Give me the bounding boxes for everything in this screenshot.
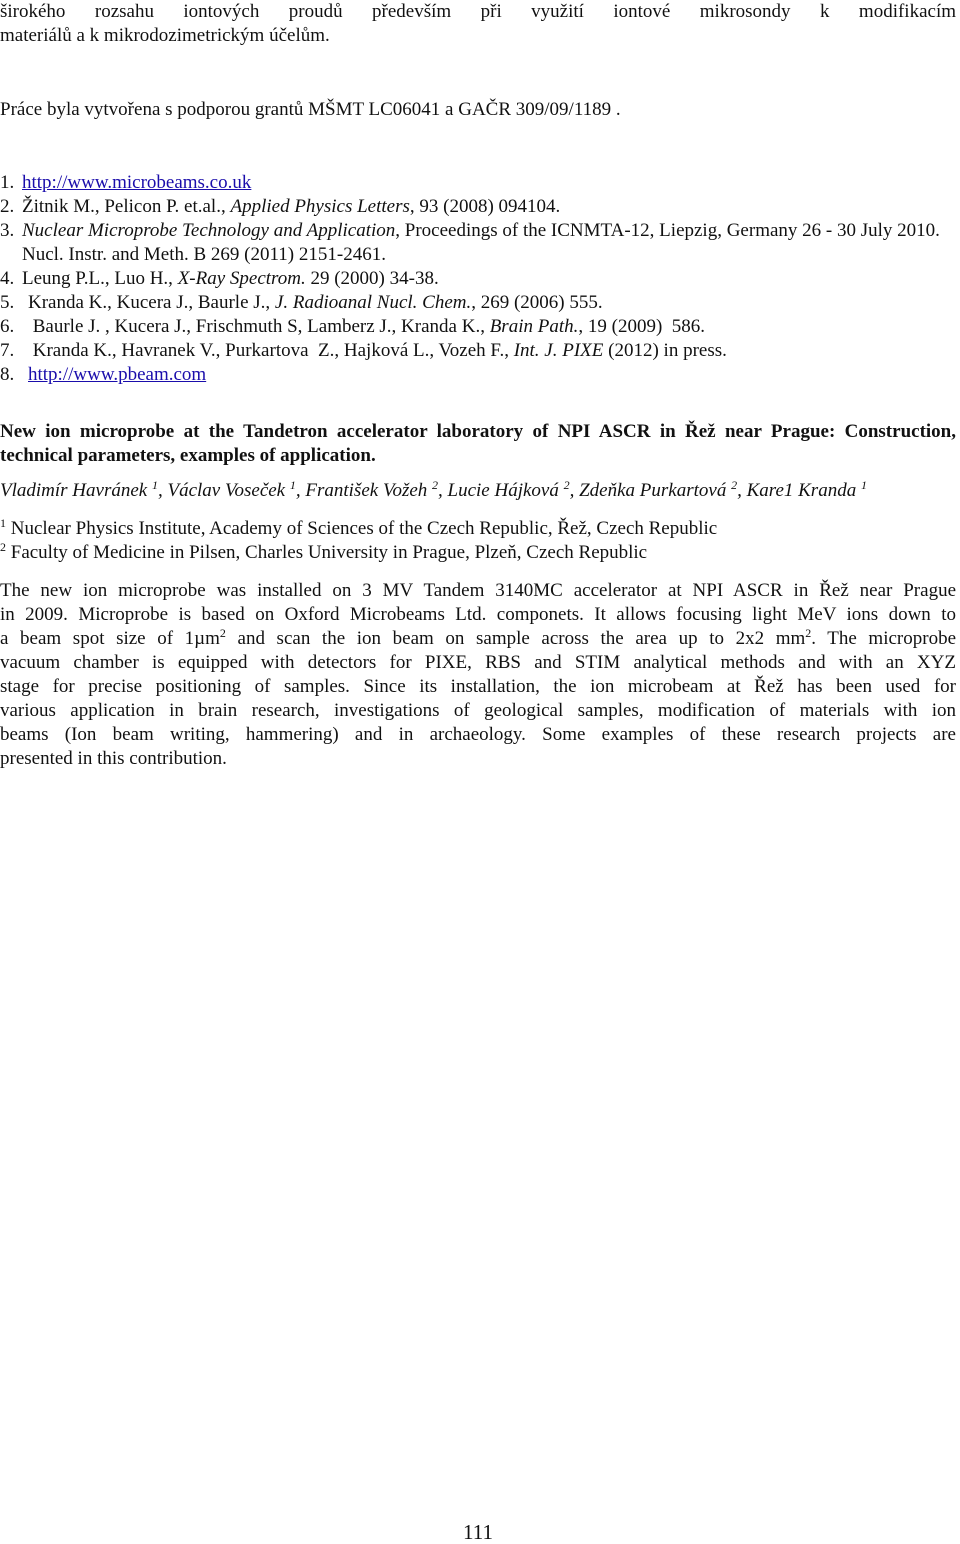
reference-authors: Kranda K., Havranek V., Purkartova Z., Hajková L., Vozeh F., [28,340,514,361]
article-title: New ion microprobe at the Tandetron accelerator laboratory of NPI ASCR in Řež near Prague: Construction, technical parameters, examples of application. [0,421,956,466]
affiliation-2 [0,541,647,565]
reference-item [0,339,958,363]
reference-authors: Baurle J. , Kucera J., Frischmuth S, Lamberz J., Kranda K., [28,316,490,337]
reference-number: 4. [0,268,15,289]
reference-number: 3. [0,220,15,241]
reference-number: 1. [0,172,15,193]
reference-item [0,195,958,219]
reference-number: 6. [0,316,15,337]
author-affiliation-mark: 2 [432,478,439,492]
reference-details: (2012) in press. [603,340,727,361]
author-name: Lucie Hájková [447,480,559,501]
abstract-line: in 2009. Microprobe is based on Oxford Microbeams Ltd. componets. It allows focusing light MeV ions down to [0,604,956,625]
reference-item [0,291,958,315]
superscript: 2 [805,626,812,640]
superscript: 2 [219,626,226,640]
reference-item [0,171,958,195]
abstract-paragraph [0,579,956,771]
reference-link[interactable]: http://www.microbeams.co.uk [22,172,252,193]
abstract-line [0,627,956,651]
reference-authors: Žitnik M., Pelicon P. et.al., [22,196,231,217]
author-name: František Vožeh [305,480,428,501]
reference-number: 7. [0,340,15,361]
abstract-line: various application in brain research, investigations of geological samples, modification of materials with ion [0,700,956,721]
reference-list [0,171,958,387]
reference-details: 29 (2000) 34-38. [305,268,439,289]
reference-item [0,267,958,291]
reference-details: , 269 (2006) 555. [471,292,603,313]
reference-journal: J. Radioanal Nucl. Chem. [274,292,472,313]
reference-journal: X-Ray Spectrom. [177,268,306,289]
abstract-line: presented in this contribution. [0,748,227,769]
affiliation-number: 2 [0,540,6,554]
reference-link[interactable]: http://www.pbeam.com [28,364,207,385]
author-name: Kare1 Kranda [746,480,857,501]
affiliation-text: Faculty of Medicine in Pilsen, Charles University in Prague, Plzeň, Czech Republic [10,542,648,563]
reference-journal: Nuclear Microprobe Technology and Application [22,220,396,241]
reference-item [0,315,958,339]
reference-number: 5. [0,292,15,313]
reference-authors: Kranda K., Kucera J., Baurle J., [28,292,275,313]
reference-authors: Leung P.L., Luo H., [22,268,178,289]
author-name: Vladimír Havránek [0,480,148,501]
author-affiliation-mark: 1 [151,478,158,492]
reference-journal: Brain Path. [489,316,579,337]
author-affiliation-mark: 2 [731,478,738,492]
author-affiliation-mark: 1 [289,478,296,492]
author-list: Vladimír Havránek $^1$, Václav Voseček $^1$, František Vožeh $^2$, Lucie Hájková $^2$, Zdeňka Purkartová $^2$, Kare1 Kranda $^1$ [0,478,867,501]
grant-acknowledgement: Práce byla vytvořena s podporou grantů MŠMT LC06041 a GAČR 309/09/1189 . [0,99,621,120]
affiliation-text: Nuclear Physics Institute, Academy of Sciences of the Czech Republic, Řež, Czech Republic [10,518,718,539]
top-paragraph-line-1: širokého rozsahu iontových proudů především při využití iontové mikrosondy k modifikacím [0,1,956,22]
page-number: 111 [463,1520,493,1544]
author-name: Václav Voseček [167,480,286,501]
reference-journal: Applied Physics Letters [230,196,410,217]
reference-details: , 93 (2008) 094104. [409,196,561,217]
abstract-line: stage for precise positioning of samples. Since its installation, the ion microbeam at Řež has been used for [0,676,956,697]
reference-details: , 19 (2009) 586. [578,316,706,337]
abstract-text: . The microprobe [811,628,957,649]
reference-journal: Int. J. PIXE [513,340,604,361]
author-affiliation-mark: 1 [860,478,867,492]
author-affiliation-mark: 2 [563,478,570,492]
top-paragraph-line-2: materiálů a k mikrodozimetrickým účelům. [0,25,330,46]
top-paragraph [0,0,956,48]
abstract-text: a beam spot size of 1µm [0,628,220,649]
abstract-line: The new ion microprobe was installed on 3 MV Tandem 3140MC accelerator at NPI ASCR in Řež near Prague [0,580,956,601]
reference-item [0,363,958,387]
reference-number: 8. [0,364,15,385]
abstract-line: vacuum chamber is equipped with detectors for PIXE, RBS and STIM analytical methods and with an XYZ [0,652,956,673]
reference-number: 2. [0,196,15,217]
affiliation-number: 1 [0,516,6,530]
affiliation-1 [0,517,717,541]
abstract-line: beams (Ion beam writing, hammering) and in archaeology. Some examples of these research projects are [0,724,956,745]
author-name: Zdeňka Purkartová [579,480,727,501]
reference-item [0,219,958,267]
reference-details: , Proceedings of the ICNMTA-12, Liepzig, Germany 26 - 30 July 2010. Nucl. Instr. and Meth. B 269 (2011) 2151-2461. [22,220,940,265]
abstract-text: and scan the ion beam on sample across the area up to 2x2 mm [225,628,806,649]
